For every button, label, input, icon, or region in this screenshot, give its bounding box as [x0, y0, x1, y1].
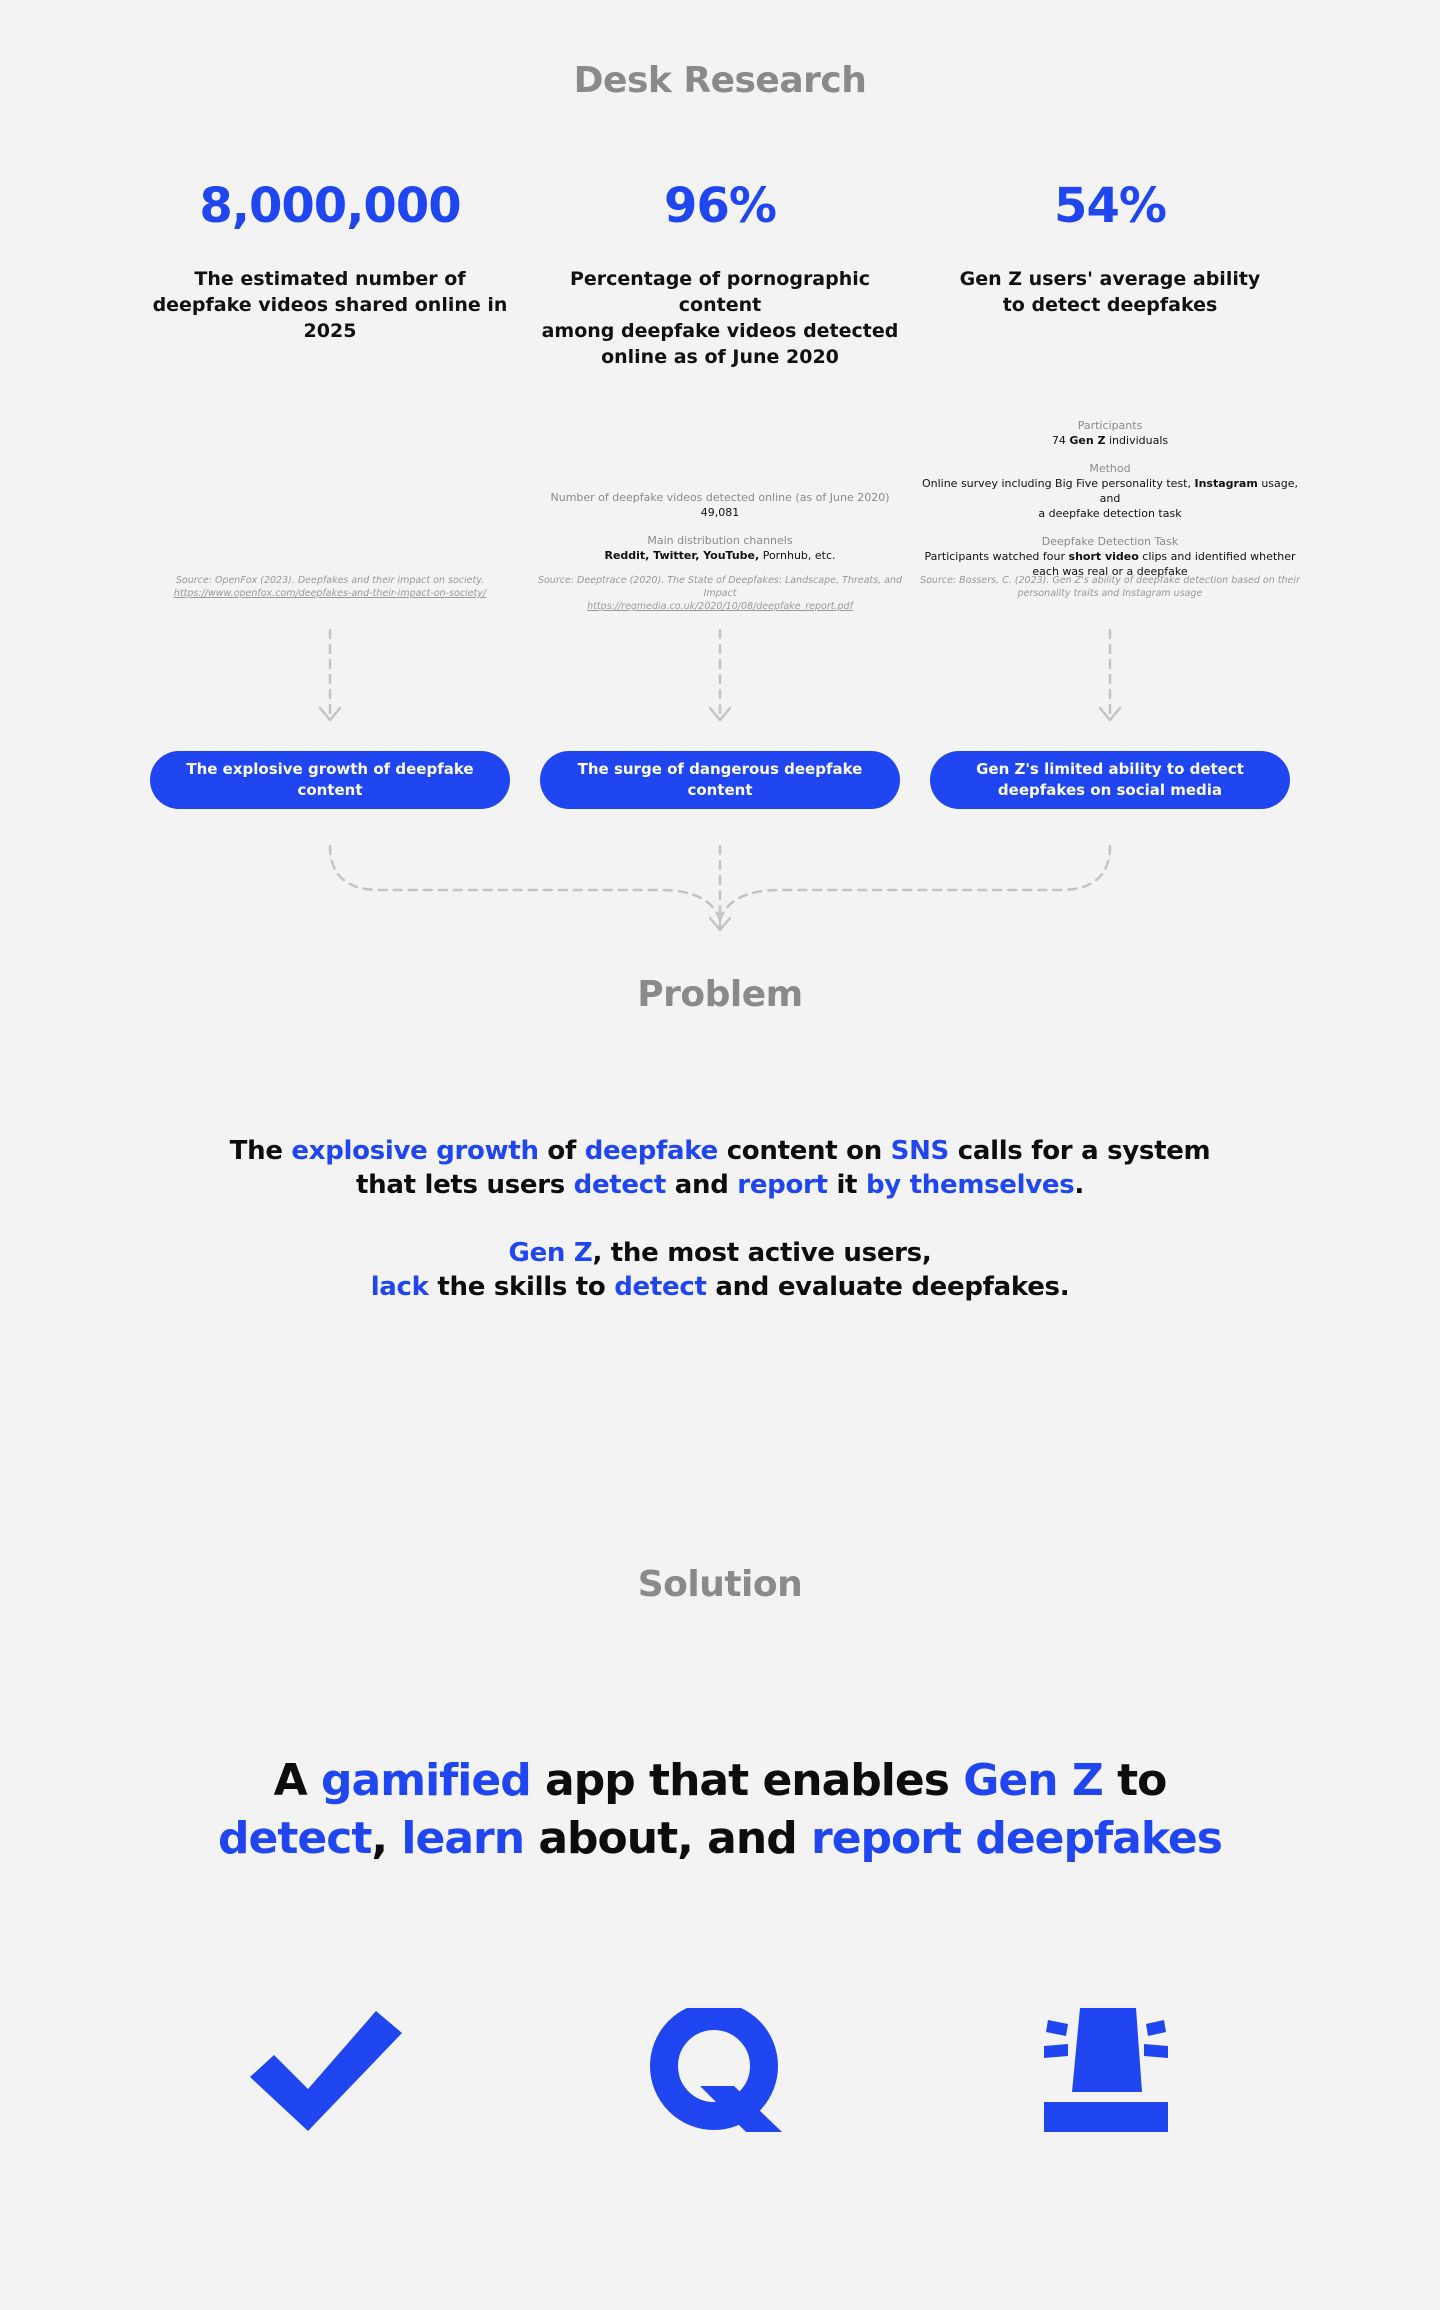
stat-desc-line: to detect deepfakes	[1002, 294, 1218, 316]
stat-desc-line: Gen Z users' average ability	[959, 268, 1261, 290]
solution-line-1: A gamified app that enables Gen Z to	[273, 1755, 1167, 1806]
source-text: personality traits and Instagram usage	[1017, 588, 1203, 599]
source-citation-2	[530, 574, 910, 613]
source-text: Source: Bossers, C. (2023). Gen Z's ability of deepfake detection based on their	[920, 575, 1300, 586]
problem-line-3: Gen Z, the most active users,	[508, 1238, 932, 1268]
stat-desc-line: among deepfake videos detected	[541, 320, 899, 342]
quiz-q-icon	[648, 2008, 788, 2132]
detail-participants: Participants 74 Gen Z individuals	[1051, 419, 1169, 447]
stat-desc-line: deepfake videos shared online in 2025	[152, 294, 508, 342]
converge-line-left	[330, 846, 720, 920]
stat-desc-line: Percentage of pornographic content	[569, 268, 871, 316]
stat-desc-deepfake-count	[140, 266, 520, 344]
source-text: Source: Deeptrace (2020). The State of Deepfakes: Landscape, Threats, and Impact	[537, 575, 903, 599]
source-citation-1	[140, 574, 520, 600]
problem-line-2: that lets users detect and report it by themselves.	[356, 1170, 1084, 1200]
stat-deepfake-count: 8,000,000	[199, 178, 461, 234]
details-porn-percentage	[530, 490, 910, 576]
problem-title: Problem	[637, 974, 803, 1015]
details-genz-study	[920, 418, 1300, 592]
stat-desc-line: The estimated number of	[194, 268, 466, 290]
stat-porn-percentage: 96%	[664, 178, 776, 234]
source-text: Source: OpenFox (2023). Deepfakes and their impact on society.	[175, 575, 485, 586]
solution-title: Solution	[637, 1564, 803, 1605]
stat-genz-ability: 54%	[1054, 178, 1166, 234]
detail-detected-count: Number of deepfake videos detected online (as of June 2020) 49,081	[550, 491, 890, 519]
detail-detection-task: Deepfake Detection Task Participants watched four short video clips and identified whether each was real or a deepfake	[924, 535, 1296, 578]
source-link[interactable]: https://regmedia.co.uk/2020/10/08/deepfake_report.pdf	[587, 601, 853, 612]
insight-pill-danger: The surge of dangerous deepfake content	[540, 751, 900, 809]
desk-research-title: Desk Research	[573, 60, 867, 101]
problem-line-1: The explosive growth of deepfake content on SNS calls for a system	[229, 1136, 1211, 1166]
detail-channels: Main distribution channels Reddit, Twitter, YouTube, Pornhub, etc.	[604, 534, 836, 562]
detail-method: Method Online survey including Big Five personality test, Instagram usage, and a deepfake detection task	[921, 462, 1299, 520]
converge-line-right	[720, 846, 1110, 920]
source-link[interactable]: https://www.openfox.com/deepfakes-and-their-impact-on-society/	[173, 588, 487, 599]
stat-desc-porn-percentage	[530, 266, 910, 370]
source-citation-3	[920, 574, 1300, 600]
solution-headline	[0, 1752, 1440, 1868]
problem-statement	[0, 1134, 1440, 1304]
alarm-siren-icon	[1044, 2008, 1174, 2132]
problem-line-4: lack the skills to detect and evaluate deepfakes.	[370, 1272, 1070, 1302]
stat-desc-line: online as of June 2020	[601, 346, 839, 368]
checkmark-icon	[250, 2005, 410, 2135]
insight-pill-growth: The explosive growth of deepfake content	[150, 751, 510, 809]
solution-line-2: detect, learn about, and report deepfakes	[218, 1813, 1222, 1864]
stat-desc-genz-ability	[920, 266, 1300, 318]
insight-pill-genz: Gen Z's limited ability to detect deepfakes on social media	[930, 751, 1290, 809]
